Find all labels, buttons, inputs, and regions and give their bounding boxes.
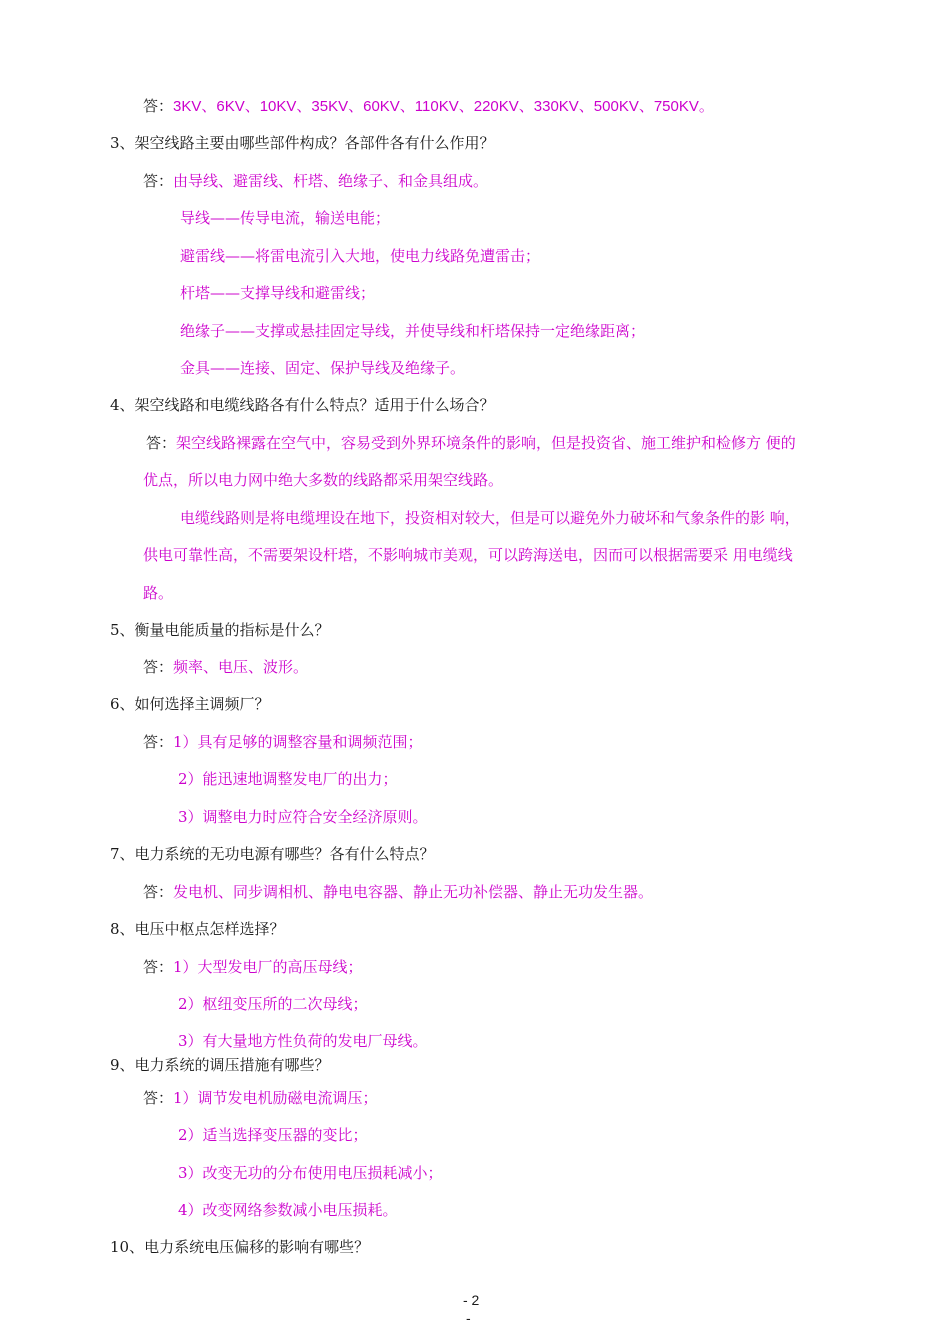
answer-label: 答：: [143, 172, 174, 190]
answer-line: [143, 732, 423, 752]
answer-label: 答：: [143, 883, 174, 901]
question-6: 6、如何选择主调频厂？: [110, 695, 270, 713]
answer-text: 1）具有足够的调整容量和调频范围；: [173, 733, 423, 751]
answer-label: 答：: [143, 958, 174, 976]
answer-line: [143, 1088, 378, 1108]
answer-text: 供电可靠性高，不需要架设杆塔，不影响城市美观，可以跨海送电，因而可以根据需要采 用电缆线: [143, 546, 793, 564]
answer-label: 答：: [143, 658, 174, 676]
answer-item: 4）改变网络参数减小电压损耗。: [178, 1201, 398, 1219]
answer-item: 避雷线——将雷电流引入大地，使电力线路免遭雷击；: [180, 247, 541, 265]
answer-item: 2）能迅速地调整发电厂的出力；: [178, 770, 398, 788]
answer-text: 架空线路裸露在空气中，容易受到外界环境条件的影响，但是投资省、施工维护和检修方 便的: [176, 434, 796, 452]
answer-label: 答：: [143, 97, 174, 115]
answer-item: 2）枢纽变压所的二次母线；: [178, 995, 368, 1013]
question-3: 3、架空线路主要由哪些部件构成？各部件各有什么作用？: [110, 134, 495, 152]
answer-item: 3）调整电力时应符合安全经济原则。: [178, 808, 428, 826]
answer-text: 发电机、同步调相机、静电电容器、静止无功补偿器、静止无功发生器。: [173, 883, 654, 901]
answer-label: 答：: [143, 1089, 174, 1107]
answer-item: 导线——传导电流，输送电能；: [180, 209, 391, 227]
answer-item: 金具——连接、固定、保护导线及绝缘子。: [180, 359, 466, 377]
answer-item: 2）适当选择变压器的变比；: [178, 1126, 368, 1144]
answer-label: 答：: [146, 434, 177, 452]
answer-text: 优点，所以电力网中绝大多数的线路都采用架空线路。: [143, 471, 504, 489]
answer-item: 3）改变无功的分布使用电压损耗减小；: [178, 1164, 443, 1182]
page-number: - 2: [463, 1292, 480, 1308]
question-4: 4、架空线路和电缆线路各有什么特点？适用于什么场合？: [110, 396, 495, 414]
answer-text: 3KV、6KV、10KV、35KV、60KV、110KV、220KV、330KV、500KV、750KV。: [173, 98, 714, 115]
answer-line: [143, 882, 653, 902]
answer-label: 答：: [143, 733, 174, 751]
question-9: 9、电力系统的调压措施有哪些？: [110, 1056, 330, 1074]
answer-line: [143, 657, 308, 677]
page-number-dash: -: [466, 1310, 471, 1326]
answer-item: 绝缘子——支撑或悬挂固定导线，并使导线和杆塔保持一定绝缘距离；: [180, 322, 646, 340]
question-7: 7、电力系统的无功电源有哪些？各有什么特点？: [110, 845, 435, 863]
question-5: 5、衡量电能质量的指标是什么？: [110, 621, 330, 639]
answer-line: [143, 171, 488, 191]
answer-line: [143, 957, 363, 977]
answer-text: 1）大型发电厂的高压母线；: [173, 958, 363, 976]
answer-text: 由导线、避雷线、杆塔、绝缘子、和金具组成。: [173, 172, 489, 190]
answer-line: [143, 96, 714, 117]
question-10: 10、电力系统电压偏移的影响有哪些？: [110, 1238, 370, 1256]
answer-item: 3）有大量地方性负荷的发电厂母线。: [178, 1032, 428, 1050]
answer-text: 频率、电压、波形。: [173, 658, 309, 676]
answer-line: [146, 433, 796, 453]
answer-text: 路。: [143, 584, 174, 602]
answer-item: 杆塔——支撑导线和避雷线；: [180, 284, 376, 302]
answer-text: 1）调节发电机励磁电流调压；: [173, 1089, 378, 1107]
answer-text: 电缆线路则是将电缆埋设在地下，投资相对较大，但是可以避免外力破坏和气象条件的影 响，: [180, 509, 800, 527]
question-8: 8、电压中枢点怎样选择？: [110, 920, 285, 938]
